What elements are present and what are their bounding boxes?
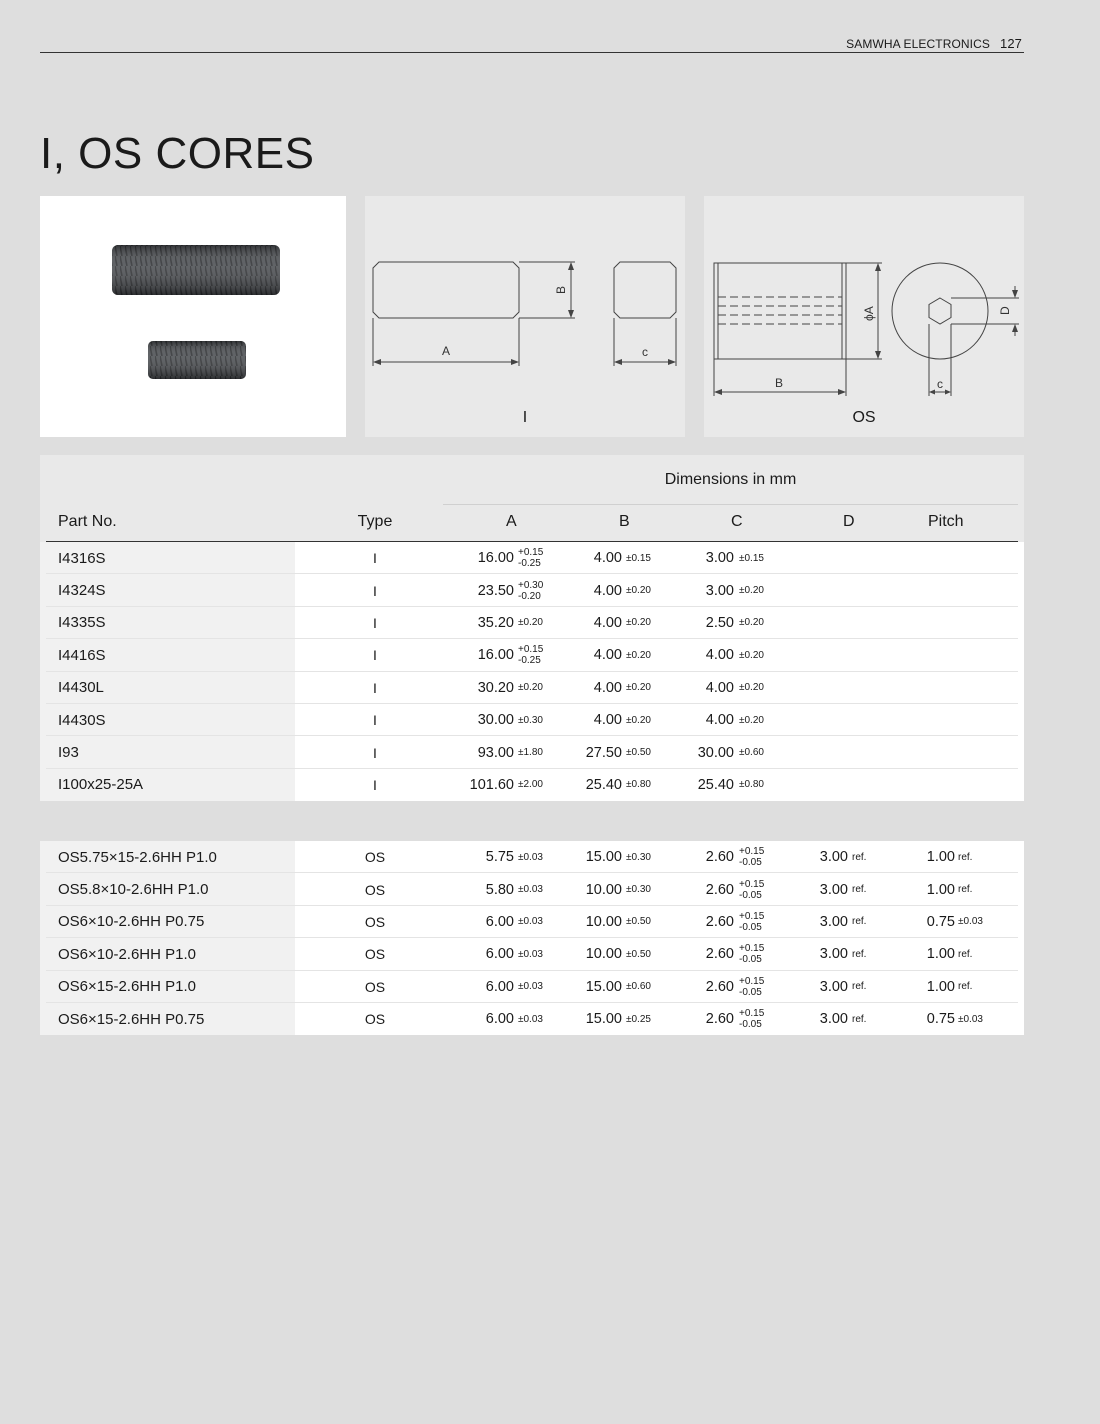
table-row (40, 769, 1024, 801)
c-tolerance-line: ±0.60 (739, 747, 764, 759)
a-tolerance-line: ±0.03 (518, 981, 543, 993)
a-value: 5.80 (485, 881, 514, 898)
b-tolerance-line: ±0.50 (626, 916, 651, 928)
os-dim-d-label: D (998, 306, 1012, 315)
i-dim-b-label: B (554, 285, 568, 294)
os-diagram-label: OS (852, 409, 876, 426)
a-tolerance-line: ±1.80 (518, 747, 543, 759)
c-tolerance-line: ±0.20 (739, 617, 764, 629)
type-value: OS (364, 881, 386, 898)
b-tolerance-line: ±0.30 (626, 851, 651, 863)
b-tolerance (626, 938, 651, 970)
b-value: 15.00 (585, 1011, 622, 1028)
c-tolerance-line: +0.15 (739, 846, 765, 858)
c-tolerance (739, 769, 764, 801)
type-value: I (373, 550, 377, 567)
a-tolerance-line: +0.15 (518, 644, 544, 656)
c-tolerance (739, 736, 764, 768)
a-tolerance (518, 672, 543, 704)
d-tolerance: ref. (852, 1013, 867, 1025)
col-c: C (731, 513, 743, 530)
table-row (40, 841, 1024, 873)
pitch-value: 1.00 (926, 881, 955, 898)
a-value: 6.00 (485, 978, 514, 995)
d-value: 3.00 (819, 849, 848, 866)
col-b: B (619, 513, 630, 530)
c-value: 4.00 (705, 712, 734, 729)
header-text (846, 36, 1022, 51)
a-value: 30.00 (477, 712, 514, 729)
b-value: 15.00 (585, 849, 622, 866)
type-value: I (373, 776, 377, 793)
pitch-tolerance: ±0.03 (958, 916, 983, 928)
b-tolerance-line: ±0.20 (626, 617, 651, 629)
table-row (40, 971, 1024, 1003)
b-tolerance-line: ±0.30 (626, 884, 651, 896)
part-number: I4316S (58, 549, 106, 567)
c-tolerance (739, 542, 764, 574)
a-tolerance (518, 1003, 543, 1035)
c-tolerance (739, 1003, 764, 1035)
a-tolerance (518, 971, 543, 1003)
a-tolerance (518, 769, 543, 801)
b-value: 27.50 (585, 744, 622, 761)
c-tolerance-line: +0.15 (739, 943, 765, 955)
b-value: 4.00 (593, 550, 622, 567)
b-value: 4.00 (593, 712, 622, 729)
a-tolerance-line: ±0.03 (518, 916, 543, 928)
type-value: I (373, 712, 377, 729)
product-photo (40, 196, 346, 437)
pitch-tolerance: ref. (958, 851, 973, 863)
c-tolerance (739, 938, 764, 970)
b-value: 25.40 (585, 776, 622, 793)
table-row (40, 542, 1024, 574)
b-value: 4.00 (593, 582, 622, 599)
col-a: A (506, 513, 517, 530)
b-value: 4.00 (593, 614, 622, 631)
c-tolerance (739, 906, 764, 938)
col-pitch: Pitch (928, 513, 964, 530)
a-tolerance-line: +0.15 (518, 547, 544, 559)
c-value: 2.60 (705, 849, 734, 866)
c-tolerance-line: -0.05 (739, 921, 762, 933)
table-row (40, 574, 1024, 606)
type-value: I (373, 614, 377, 631)
a-tolerance-line: ±0.20 (518, 617, 543, 629)
b-tolerance-line: ±0.15 (626, 552, 651, 564)
a-value: 30.20 (477, 679, 514, 696)
c-tolerance-line: ±0.20 (739, 714, 764, 726)
part-number: I4430L (58, 679, 104, 697)
b-tolerance-line: ±0.20 (626, 585, 651, 597)
page-title: I, OS CORES (40, 129, 315, 179)
os-core-drawing (704, 196, 1024, 437)
i-diagram-label: I (522, 409, 528, 426)
c-tolerance-line: -0.05 (739, 857, 762, 869)
i-dim-c-label: c (642, 345, 648, 359)
a-value: 16.00 (477, 550, 514, 567)
os-core-diagram (704, 196, 1024, 437)
type-value: I (373, 647, 377, 664)
c-tolerance-line: ±0.20 (739, 682, 764, 694)
pitch-tolerance: ref. (958, 948, 973, 960)
a-tolerance (518, 736, 543, 768)
c-tolerance (739, 574, 764, 606)
a-tolerance (518, 841, 543, 873)
table-row (40, 938, 1024, 970)
c-tolerance (739, 639, 764, 671)
d-value: 3.00 (819, 946, 848, 963)
b-tolerance (626, 607, 651, 639)
c-value: 4.00 (705, 647, 734, 664)
a-tolerance-line: +0.30 (518, 579, 544, 591)
b-tolerance-line: ±0.80 (626, 779, 651, 791)
cores-photo-illustration (40, 196, 346, 437)
a-tolerance-line: ±2.00 (518, 779, 543, 791)
type-value: OS (364, 849, 386, 866)
a-tolerance (518, 574, 543, 606)
table-header (40, 455, 1024, 542)
b-tolerance-line: ±0.20 (626, 649, 651, 661)
b-tolerance (626, 542, 651, 574)
c-tolerance-line: -0.05 (739, 986, 762, 998)
cores-table (40, 455, 1024, 801)
a-tolerance (518, 639, 543, 671)
c-value: 30.00 (697, 744, 734, 761)
type-value: OS (364, 978, 386, 995)
d-tolerance: ref. (852, 948, 867, 960)
a-value: 5.75 (485, 849, 514, 866)
table-row (40, 736, 1024, 768)
a-tolerance-line: ±0.30 (518, 714, 543, 726)
b-tolerance (626, 906, 651, 938)
dimensions-caption: Dimensions in mm (664, 471, 797, 488)
os-dim-a-label: ϕA (862, 306, 876, 321)
part-number: I4430S (58, 711, 106, 729)
a-value: 93.00 (477, 744, 514, 761)
c-tolerance-line: ±0.20 (739, 585, 764, 597)
c-value: 3.00 (705, 582, 734, 599)
pitch-value: 0.75 (926, 1011, 955, 1028)
pitch-value: 0.75 (926, 913, 955, 930)
c-value: 2.60 (705, 946, 734, 963)
col-part-no: Part No. (58, 513, 117, 530)
b-tolerance-line: ±0.25 (626, 1013, 651, 1025)
i-core-drawing (365, 196, 685, 437)
type-value: I (373, 582, 377, 599)
a-tolerance-line: ±0.03 (518, 851, 543, 863)
part-number: OS6×10-2.6HH P1.0 (58, 945, 196, 963)
b-tolerance (626, 736, 651, 768)
a-tolerance-line: ±0.03 (518, 884, 543, 896)
c-tolerance (739, 607, 764, 639)
b-tolerance (626, 672, 651, 704)
type-value: I (373, 679, 377, 696)
a-tolerance (518, 542, 543, 574)
b-tolerance (626, 873, 651, 905)
pitch-value: 1.00 (926, 946, 955, 963)
table-row (40, 906, 1024, 938)
type-value: OS (364, 913, 386, 930)
b-value: 4.00 (593, 679, 622, 696)
b-tolerance-line: ±0.60 (626, 981, 651, 993)
pitch-value: 1.00 (926, 978, 955, 995)
part-number: OS5.8×10-2.6HH P1.0 (58, 881, 209, 899)
a-value: 35.20 (477, 614, 514, 631)
d-value: 3.00 (819, 881, 848, 898)
c-tolerance-line: -0.05 (739, 1019, 762, 1031)
part-number: I4324S (58, 582, 106, 600)
b-tolerance-line: ±0.50 (626, 948, 651, 960)
table-row (40, 607, 1024, 639)
a-value: 16.00 (477, 647, 514, 664)
b-tolerance (626, 769, 651, 801)
b-tolerance (626, 841, 651, 873)
os-cores-rows (40, 841, 1024, 1035)
d-tolerance: ref. (852, 851, 867, 863)
c-tolerance-line: -0.05 (739, 954, 762, 966)
a-value: 6.00 (485, 946, 514, 963)
b-tolerance-line: ±0.50 (626, 747, 651, 759)
pitch-tolerance: ref. (958, 981, 973, 993)
i-cores-rows (40, 542, 1024, 801)
table-row (40, 1003, 1024, 1035)
c-tolerance-line: +0.15 (739, 910, 765, 922)
c-tolerance (739, 672, 764, 704)
a-tolerance (518, 873, 543, 905)
b-tolerance (626, 704, 651, 736)
col-type: Type (357, 513, 393, 530)
c-tolerance-line: ±0.20 (739, 649, 764, 661)
a-tolerance (518, 906, 543, 938)
pitch-tolerance: ±0.03 (958, 1013, 983, 1025)
b-value: 15.00 (585, 978, 622, 995)
pitch-value: 1.00 (926, 849, 955, 866)
c-tolerance (739, 841, 764, 873)
c-value: 4.00 (705, 679, 734, 696)
table-row (40, 873, 1024, 905)
part-number: OS5.75×15-2.6HH P1.0 (58, 848, 217, 866)
type-value: OS (364, 1011, 386, 1028)
table-row (40, 704, 1024, 736)
a-value: 23.50 (477, 582, 514, 599)
b-value: 10.00 (585, 946, 622, 963)
page-number: 127 (1000, 36, 1022, 51)
part-number: OS6×15-2.6HH P0.75 (58, 1010, 205, 1028)
b-tolerance (626, 639, 651, 671)
c-value: 2.60 (705, 913, 734, 930)
a-value: 101.60 (469, 776, 514, 793)
c-tolerance-line: +0.15 (739, 1008, 765, 1020)
c-value: 2.60 (705, 1011, 734, 1028)
a-tolerance (518, 607, 543, 639)
part-number: OS6×15-2.6HH P1.0 (58, 978, 196, 996)
c-value: 2.60 (705, 881, 734, 898)
col-d: D (843, 513, 855, 530)
c-tolerance (739, 873, 764, 905)
c-tolerance-line: ±0.80 (739, 779, 764, 791)
a-tolerance-line: -0.25 (518, 558, 541, 570)
a-tolerance-line: ±0.20 (518, 682, 543, 694)
c-value: 3.00 (705, 550, 734, 567)
os-dim-b-label: B (775, 376, 784, 390)
a-tolerance-line: -0.25 (518, 655, 541, 667)
i-dim-a-label: A (442, 344, 451, 358)
pitch-tolerance: ref. (958, 884, 973, 896)
b-tolerance (626, 971, 651, 1003)
d-tolerance: ref. (852, 884, 867, 896)
c-value: 25.40 (697, 776, 734, 793)
c-tolerance-line: -0.05 (739, 889, 762, 901)
a-tolerance (518, 704, 543, 736)
b-value: 4.00 (593, 647, 622, 664)
part-number: I4416S (58, 646, 106, 664)
part-number: I93 (58, 744, 79, 762)
a-value: 6.00 (485, 913, 514, 930)
c-value: 2.60 (705, 978, 734, 995)
part-number: OS6×10-2.6HH P0.75 (58, 913, 205, 931)
b-value: 10.00 (585, 913, 622, 930)
c-tolerance-line: +0.15 (739, 878, 765, 890)
b-tolerance (626, 574, 651, 606)
b-tolerance-line: ±0.20 (626, 682, 651, 694)
i-core-diagram (365, 196, 685, 437)
d-value: 3.00 (819, 913, 848, 930)
c-tolerance-line: ±0.15 (739, 552, 764, 564)
table-row (40, 639, 1024, 671)
a-tolerance-line: ±0.03 (518, 948, 543, 960)
c-value: 2.50 (705, 614, 734, 631)
part-number: I4335S (58, 614, 106, 632)
c-tolerance (739, 971, 764, 1003)
type-value: I (373, 744, 377, 761)
d-value: 3.00 (819, 1011, 848, 1028)
d-value: 3.00 (819, 978, 848, 995)
company-name: SAMWHA ELECTRONICS (846, 37, 990, 51)
table-row (40, 672, 1024, 704)
type-value: OS (364, 946, 386, 963)
c-tolerance-line: +0.15 (739, 975, 765, 987)
b-value: 10.00 (585, 881, 622, 898)
a-value: 6.00 (485, 1011, 514, 1028)
page-header (40, 36, 1024, 53)
d-tolerance: ref. (852, 981, 867, 993)
a-tolerance-line: -0.20 (518, 590, 541, 602)
part-number: I100x25-25A (58, 776, 144, 794)
b-tolerance-line: ±0.20 (626, 714, 651, 726)
a-tolerance (518, 938, 543, 970)
d-tolerance: ref. (852, 916, 867, 928)
os-dim-c-label: c (937, 377, 943, 391)
dimensions-divider (443, 504, 1018, 505)
c-tolerance (739, 704, 764, 736)
b-tolerance (626, 1003, 651, 1035)
a-tolerance-line: ±0.03 (518, 1013, 543, 1025)
